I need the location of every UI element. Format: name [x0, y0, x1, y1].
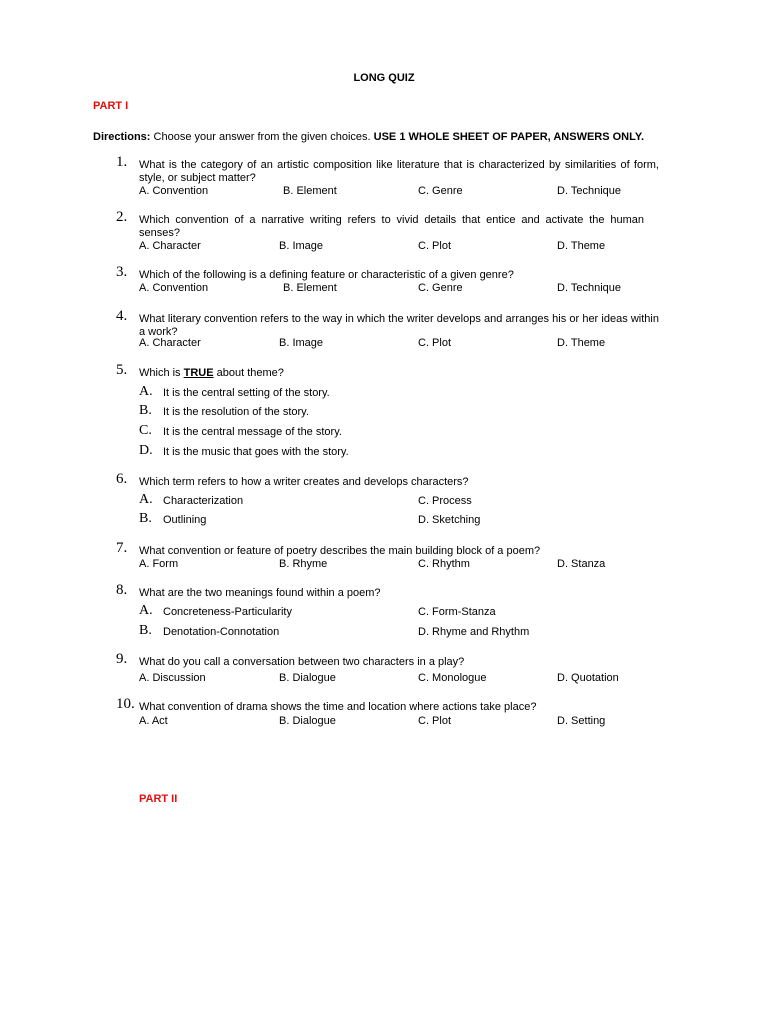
question-text: What do you call a conversation between two characters in a play?	[139, 656, 465, 668]
question-number: 2.	[116, 209, 128, 225]
question-number: 3.	[116, 264, 128, 280]
question-number: 6.	[116, 471, 128, 487]
true-keyword: TRUE	[183, 367, 214, 379]
option-b: B. Dialogue	[279, 715, 336, 727]
option-a: A. Form	[139, 558, 179, 570]
option-a: Concreteness-Particularity	[163, 606, 292, 618]
option-a-letter: A.	[139, 384, 153, 399]
option-b: B. Image	[279, 337, 324, 349]
question-text: What literary convention refers to the way in which the writer develops and arranges his or her ideas within a work?	[139, 313, 659, 338]
option-d: D. Quotation	[557, 672, 619, 684]
question-number: 7.	[116, 540, 128, 556]
question-number: 9.	[116, 651, 128, 667]
part-one-heading: PART I	[93, 100, 129, 112]
option-c: C. Plot	[418, 240, 452, 252]
option-d: D. Technique	[557, 282, 622, 294]
option-b: B. Image	[279, 240, 324, 252]
option-d: D. Theme	[557, 240, 606, 252]
option-a-letter: A.	[139, 492, 153, 507]
directions-label: Directions:	[93, 131, 151, 143]
question-number: 4.	[116, 308, 128, 324]
directions	[93, 131, 673, 143]
option-d: D. Sketching	[418, 514, 481, 526]
option-a: A. Convention	[139, 185, 209, 197]
option-a: A. Act	[139, 715, 168, 727]
option-d-letter: D.	[139, 443, 153, 458]
option-b-letter: B.	[139, 403, 152, 418]
question-text: What are the two meanings found within a poem?	[139, 587, 381, 599]
option-c: C. Genre	[418, 282, 463, 294]
option-a: It is the central setting of the story.	[163, 387, 330, 399]
question-text: What convention or feature of poetry describes the main building block of a poem?	[139, 545, 541, 557]
page-title: LONG QUIZ	[353, 72, 415, 84]
option-a: A. Discussion	[139, 672, 206, 684]
question-number: 10.	[116, 696, 135, 712]
question-text: Which of the following is a defining feature or characteristic of a given genre?	[139, 269, 514, 281]
option-c-letter: C.	[139, 423, 152, 438]
option-b: B. Dialogue	[279, 672, 336, 684]
option-d: D. Theme	[557, 337, 606, 349]
option-d: D. Rhyme and Rhythm	[418, 626, 530, 638]
option-a: A. Convention	[139, 282, 209, 294]
option-c: C. Genre	[418, 185, 463, 197]
option-b: Outlining	[163, 514, 207, 526]
option-b-letter: B.	[139, 511, 152, 526]
option-b: Denotation-Connotation	[163, 626, 280, 638]
question-text: What convention of drama shows the time and location where actions take place?	[139, 701, 537, 713]
option-d: It is the music that goes with the story.	[163, 446, 349, 458]
option-b: It is the resolution of the story.	[163, 406, 309, 418]
option-b-letter: B.	[139, 623, 152, 638]
option-b: B. Element	[283, 282, 337, 294]
option-c: C. Monologue	[418, 672, 487, 684]
option-c: C. Plot	[418, 715, 452, 727]
option-b: B. Rhyme	[279, 558, 328, 570]
option-a: Characterization	[163, 495, 244, 507]
option-d: D. Technique	[557, 185, 622, 197]
option-c: It is the central message of the story.	[163, 426, 342, 438]
question-number: 5.	[116, 362, 128, 378]
option-c: C. Rhythm	[418, 558, 470, 570]
question-text: Which convention of a narrative writing refers to vivid details that entice and activate the human senses?	[139, 214, 644, 239]
question-text-before: Which is	[139, 367, 181, 379]
question-number: 8.	[116, 582, 128, 598]
option-a-letter: A.	[139, 603, 153, 618]
option-d: D. Stanza	[557, 558, 606, 570]
directions-emphasis: USE 1 WHOLE SHEET OF PAPER, ANSWERS ONLY.	[373, 131, 645, 143]
part-two-heading: PART II	[139, 793, 178, 805]
option-c: C. Form-Stanza	[418, 606, 496, 618]
question-text	[139, 367, 284, 380]
question-text: What is the category of an artistic composition like literature that is characterized by similarities of form, style, or subject matter?	[139, 159, 659, 184]
directions-text: Choose your answer from the given choices.	[153, 131, 371, 143]
question-number: 1.	[116, 154, 128, 170]
option-a: A. Character	[139, 240, 201, 252]
option-d: D. Setting	[557, 715, 606, 727]
question-text: Which term refers to how a writer creates and develops characters?	[139, 476, 469, 488]
question-text-after: about theme?	[216, 367, 284, 379]
option-b: B. Element	[283, 185, 337, 197]
option-a: A. Character	[139, 337, 201, 349]
option-c: C. Process	[418, 495, 472, 507]
option-c: C. Plot	[418, 337, 452, 349]
